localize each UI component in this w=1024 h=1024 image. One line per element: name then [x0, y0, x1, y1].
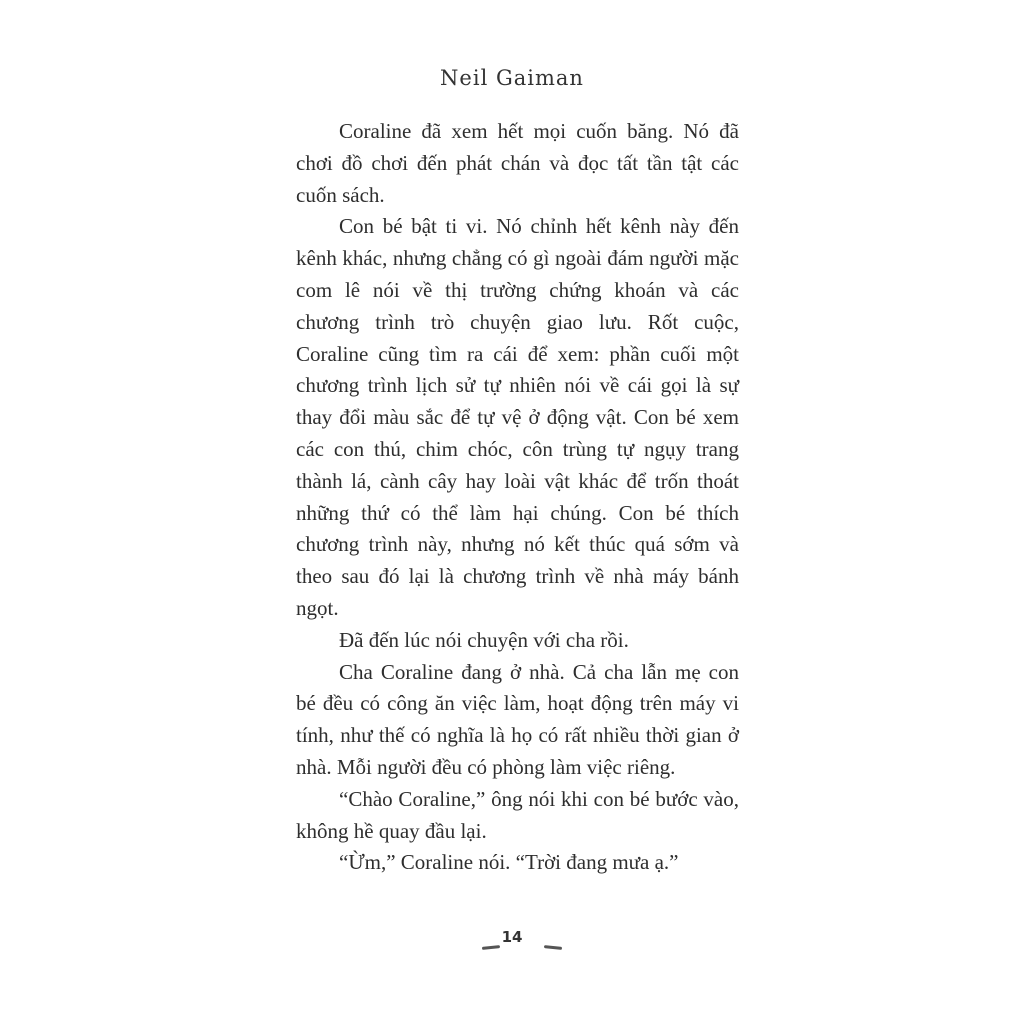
folio-ornament-right [544, 945, 562, 950]
paragraph: Coraline đã xem hết mọi cuốn băng. Nó đã chơi đồ chơi đến phát chán và đọc tất tần tật các cuốn sách. [296, 119, 739, 207]
paragraph: “Ừm,” Coraline nói. “Trời đang mưa ạ.” [339, 850, 679, 875]
body-text [296, 116, 739, 879]
running-head: Neil Gaiman [440, 66, 584, 90]
paragraph: “Chào Coraline,” ông nói khi con bé bước vào, không hề quay đầu lại. [296, 786, 739, 843]
page-number: 14 [501, 928, 523, 946]
paragraph: Đã đến lúc nói chuyện với cha rồi. [339, 627, 629, 652]
folio-ornament-left [482, 945, 500, 950]
paragraph: Cha Coraline đang ở nhà. Cả cha lẫn mẹ con bé đều có công ăn việc làm, hoạt động trên máy vi tính, như thế có nghĩa là họ có rất nhiều thời gian ở nhà. Mỗi người đều có phòng làm việc riêng. [296, 659, 739, 779]
paragraph: Con bé bật ti vi. Nó chỉnh hết kênh này đến kênh khác, nhưng chẳng có gì ngoài đám người mặc com lê nói về thị trường chứng khoán và các chương trình trò chuyện giao lưu. Rốt cuộc, Coraline cũng tìm ra cái để xem: phần cuối một chương trình lịch sử tự nhiên nói về cái gọi là sự thay đổi màu sắc để tự vệ ở động vật. Con bé xem các con thú, chim chóc, côn trùng tự ngụy trang thành lá, cành cây hay loài vật khác để trốn thoát những thứ có thể làm hại chúng. Con bé thích chương trình này, nhưng nó kết thúc quá sớm và theo sau đó lại là chương trình về nhà máy bánh ngọt. [296, 214, 739, 620]
